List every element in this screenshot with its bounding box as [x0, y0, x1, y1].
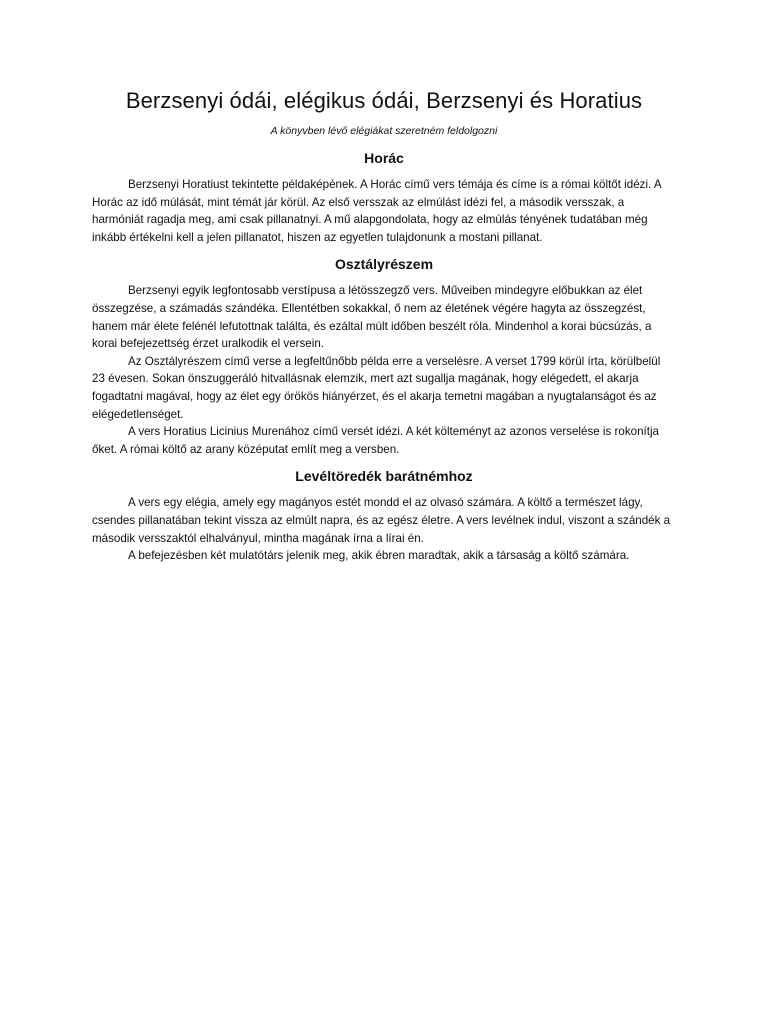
paragraph: Berzsenyi egyik legfontosabb verstípusa a létösszegző vers. Műveiben mindegyre előbukkan az élet összegzése, a számadás szándéka. Ellentétben sokakkal, ő nem az életének végére hagyta az összegzést, hanem már élete felénél lefutottnak találta, és ezáltal múlt időben beszélt róla. Mindenhol a korai búcsúzás, a korai befejezettség érzet uralkodik el versein.: [92, 284, 652, 351]
page-subtitle: A könyvben lévő elégiákat szeretném feldolgozni: [270, 125, 498, 137]
paragraph: A befejezésben két mulatótárs jelenik meg, akik ébren maradtak, akik a társaság a költő számára.: [128, 549, 630, 563]
section-body: [92, 282, 676, 458]
section-heading: Levéltöredék barátnémhoz: [295, 468, 473, 485]
section-osztalyreszem: [92, 254, 676, 458]
page-title: Berzsenyi ódái, elégikus ódái, Berzsenyi és Horatius: [125, 88, 643, 113]
paragraph: Az Osztályrészem című verse a legfeltűnőbb példa erre a verselésre. A verset 1799 körül írta, körülbelül 23 évesen. Sokan önszuggeráló hitvallásnak elemzik, mert azt sugallja magának, hogy elégedett, el akarja fogadtatni magával, hogy az élet egy örökös hiányérzet, és el akarja temetni magában a nyugtalanságot és az elégedetlenséget.: [92, 354, 661, 421]
paragraph: A vers egy elégia, amely egy magányos estét mondd el az olvasó számára. A költő a természet lágy, csendes pillanatában tekint vissza az elmúlt napra, és az egész életre. A vers levélnek indul, viszont a szándék a második versszaktól elhalványul, mintha magának írna a lírai én.: [92, 496, 671, 545]
section-leveltoredek: [92, 466, 676, 564]
section-heading: Osztályrészem: [334, 256, 434, 273]
section-body: [92, 176, 676, 246]
section-heading: Horác: [364, 150, 404, 166]
paragraph: A vers Horatius Licinius Murenához című versét idézi. A két költeményt az azonos verselése is rokonítja őket. A római költő az arany középutat említ meg a versben.: [92, 425, 659, 456]
section-body: [92, 494, 676, 564]
paragraph: Berzsenyi Horatiust tekintette példaképének. A Horác című vers témája és címe is a római költőt idézi. A Horác az idő múlását, mint témát jár körül. Az első versszak az elmúlást idézi fel, a második versszak, a harmóniát ragadja meg, ami csak pillanatnyi. A mű alapgondolata, hogy az elmúlás tényének tudatában még inkább értékelni kell a jelen pillanatot, hiszen az egyetlen tulajdonunk a mostani pillanat.: [92, 178, 661, 244]
section-horac: [92, 148, 676, 246]
